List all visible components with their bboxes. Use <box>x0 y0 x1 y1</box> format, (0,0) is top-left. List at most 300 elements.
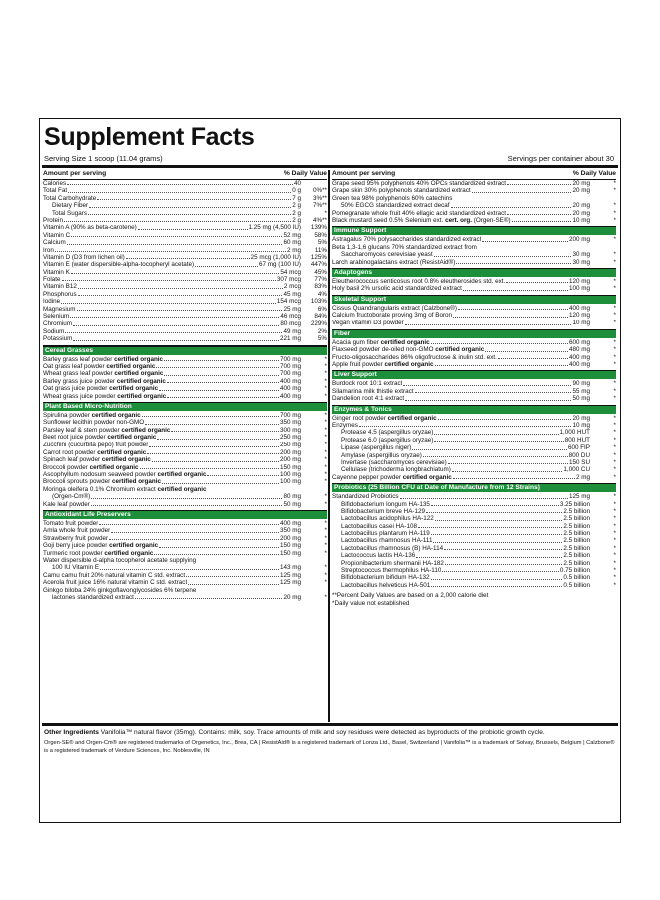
list-item <box>332 508 616 515</box>
nutrient-row <box>43 328 327 335</box>
nutrient-name: Protein <box>43 216 63 224</box>
plant-based-list <box>43 412 327 486</box>
item-amount: 2.5 billion <box>563 559 590 567</box>
item-name: Spinach leaf powder <box>43 456 101 464</box>
nutrient-row <box>43 187 327 194</box>
list-item <box>43 520 327 527</box>
moringa-row: (Orgen-Cm®) 80 mg * <box>52 493 327 501</box>
list-item <box>332 422 616 429</box>
nutrient-daily-value: 0%** <box>312 187 327 195</box>
nutrient-name: Vitamin D (D3 from lichen oil) <box>43 253 125 261</box>
item-daily-value: * <box>324 441 327 449</box>
dot-leader <box>91 505 283 506</box>
item-name: Beet root juice powder <box>43 434 106 442</box>
list-item <box>43 464 327 471</box>
item-amount: 2.5 billion <box>563 515 590 523</box>
dot-leader <box>359 426 572 427</box>
dot-leader <box>142 416 279 417</box>
item-daily-value: * <box>613 361 616 369</box>
item-daily-value: * <box>613 436 616 444</box>
item-name: Grape seed 95% polyphenols 40% OPCs standardized extract <box>332 180 506 187</box>
item-name: Lactobacillus rhamnosus (B) HA-114 <box>341 544 444 552</box>
nutrient-amount: 67 mg (100 IU) <box>259 261 301 269</box>
item-amount: 125 mg <box>279 571 301 579</box>
item-name: Zucchini (cucurbita pepo) fruit powder <box>43 441 149 449</box>
item-amount: 400 mg <box>279 377 301 385</box>
nutrient-daily-value: 2% <box>317 327 327 335</box>
list-item <box>332 474 616 481</box>
item-name: Lactococcus lactis HA-136 <box>341 552 416 560</box>
nutrient-name: Calcium <box>43 239 66 247</box>
dot-leader <box>88 214 291 215</box>
daily-value-label: % Daily Value <box>283 170 327 177</box>
item-name: Oat grass leaf powder <box>43 362 105 370</box>
list-item <box>332 523 616 530</box>
list-item <box>43 550 327 557</box>
item-amount: 1,000 CU <box>563 466 590 474</box>
item-name: Tomato fruit powder <box>43 520 99 528</box>
item-daily-value: * <box>613 500 616 508</box>
item-name: Goji berry juice powder <box>43 542 108 550</box>
item-daily-value: * <box>613 515 616 523</box>
item-name: Burdock root 10:1 extract <box>332 380 403 388</box>
list-item <box>43 542 327 549</box>
item-amount: 1,000 HUT <box>559 429 590 437</box>
item-amount: 50 mg <box>572 395 590 403</box>
nutrient-name: Phosphorus <box>43 290 77 298</box>
item-amount: 10 mg <box>572 422 590 429</box>
dot-leader <box>431 343 568 344</box>
item-daily-value: * <box>324 463 327 471</box>
adaptogens-list <box>332 278 616 293</box>
section-heading-antioxidant: Antioxidant Life Preservers <box>43 510 327 519</box>
dot-leader <box>435 365 568 366</box>
item-daily-value: * <box>324 471 327 479</box>
certified-organic-label: certified organic <box>402 473 452 481</box>
item-name: Barley grass leaf powder <box>43 355 113 363</box>
dot-leader <box>418 527 562 528</box>
left-column <box>43 170 327 601</box>
item-amount: 10 mg <box>572 319 590 327</box>
list-item <box>332 530 616 537</box>
list-item <box>332 187 616 194</box>
nutrient-daily-value: 84% <box>314 313 327 321</box>
skeletal-list <box>332 305 616 327</box>
dot-leader <box>99 524 279 525</box>
list-item <box>43 434 327 441</box>
nutrient-amount: 80 mcg <box>280 320 301 328</box>
item-amount: 400 mg <box>279 392 301 400</box>
list-item <box>332 305 616 312</box>
cayenne-row <box>332 474 616 481</box>
enzymes-list <box>332 415 616 430</box>
dot-leader <box>415 392 572 393</box>
antioxidant-list <box>43 520 327 557</box>
item-amount: 100 mg <box>279 471 301 479</box>
dot-leader <box>433 542 562 543</box>
item-name: Flaxseed powder de-oiled non-GMO <box>332 346 434 354</box>
footnote-daily-values: **Percent Daily Values are based on a 2,000 calorie diet <box>332 592 489 600</box>
nutrient-row <box>43 261 327 268</box>
dot-leader <box>167 382 279 383</box>
item-daily-value: * <box>613 473 616 481</box>
nutrient-amount: 7 g <box>292 194 301 202</box>
section-heading-fiber: Fiber <box>332 329 616 338</box>
item-daily-value: * <box>324 419 327 427</box>
nutrient-daily-value: 77% <box>314 276 327 284</box>
item-daily-value: * <box>324 478 327 486</box>
item-name: Dandelion root 4:1 extract <box>332 395 405 403</box>
dot-leader <box>458 309 568 310</box>
nutrient-daily-value: 6% <box>317 305 327 313</box>
dot-leader <box>78 295 283 296</box>
nutrient-daily-value: 447% <box>310 261 327 269</box>
item-name: Cellulase (trichoderma longbrachiatum) <box>341 466 451 474</box>
dot-leader <box>188 584 279 585</box>
item-daily-value: * <box>324 426 327 434</box>
nutrient-amount: 2 g <box>292 216 301 224</box>
antioxidant-list-2 <box>43 572 327 587</box>
dot-leader <box>67 184 293 185</box>
dot-leader <box>152 461 279 462</box>
section-heading-enzymes: Enzymes & Tonics <box>332 405 616 414</box>
item-amount: 2.5 billion <box>563 537 590 545</box>
item-amount: 150 mg <box>279 463 301 471</box>
item-name: Lipase (aspergillus niger) <box>341 444 412 452</box>
item-name: Lactobacillus rhamnosus HA-111 <box>341 537 433 545</box>
nutrient-amount: 25 mg <box>283 305 301 313</box>
dot-leader <box>126 258 250 259</box>
nutrient-row <box>43 276 327 283</box>
footnote-not-established: *Daily value not established <box>332 599 410 607</box>
extracts-list-2 <box>332 210 616 225</box>
servings-per-container: Servings per container about 30 <box>507 154 614 163</box>
list-item <box>43 393 327 400</box>
item-daily-value: * <box>613 422 616 429</box>
list-item <box>332 444 616 451</box>
dot-leader <box>167 397 279 398</box>
certified-organic-label: certified organic <box>435 346 485 354</box>
item-suffix: (Orgen-SE®) <box>472 216 511 224</box>
item-name: Lactobacillus plantarum HA-119 <box>341 530 430 538</box>
item-name: Wheat grass juice powder <box>43 392 116 400</box>
bottom-rule <box>42 723 618 726</box>
dot-leader <box>145 424 279 425</box>
nutrient-daily-value: 83% <box>314 283 327 291</box>
item-name: Silamarina milk thistle extract <box>332 387 414 395</box>
probiotics-total-row <box>332 493 616 500</box>
dot-leader <box>186 576 279 577</box>
other-ingredients-label: Other Ingredients <box>44 729 99 736</box>
nutrient-name: Sodium <box>43 327 65 335</box>
dot-leader <box>147 453 279 454</box>
item-name: Holy basil 2% ursolic acid standardized extract <box>332 285 462 293</box>
dot-leader <box>453 478 575 479</box>
dot-leader <box>68 192 291 193</box>
item-name: Carrot root powder <box>43 448 96 456</box>
list-item <box>43 471 327 478</box>
item-name: Strawberry fruit powder <box>43 534 109 542</box>
item-daily-value: * <box>613 574 616 582</box>
nutrient-daily-value: 4% <box>317 290 327 298</box>
right-column-header <box>332 170 616 180</box>
certified-organic-label: certified organic <box>117 392 167 400</box>
list-item <box>332 395 616 402</box>
item-amount: 400 mg <box>568 304 590 312</box>
item-daily-value: * <box>613 304 616 312</box>
item-name: Standardized Probiotics <box>332 493 399 501</box>
item-amount: 0.5 billion <box>563 574 590 582</box>
ginkgo-row: lactones standardized extract 20 mg * <box>52 593 327 601</box>
item-amount: 2.5 billion <box>563 552 590 560</box>
item-name: Turmeric root powder <box>43 549 103 557</box>
item-amount: 50 mg <box>283 500 301 508</box>
nutrient-list <box>43 180 327 343</box>
item-daily-value: * <box>324 520 327 528</box>
dot-leader <box>67 244 283 245</box>
list-item <box>332 574 616 581</box>
dot-leader <box>507 214 572 215</box>
nutrient-amount: 2 mg <box>287 246 301 254</box>
item-daily-value: * <box>613 346 616 354</box>
item-amount: 120 mg <box>568 312 590 320</box>
dot-leader <box>73 325 279 326</box>
list-item <box>43 572 327 579</box>
item-name: Amylase (aspergillus oryzae) <box>341 451 422 459</box>
list-item <box>332 217 616 224</box>
dot-leader <box>77 310 283 311</box>
dot-leader <box>426 512 562 513</box>
item-amount: 400 mg <box>279 385 301 393</box>
dot-leader <box>438 419 572 420</box>
dot-leader <box>162 483 279 484</box>
dot-leader <box>164 360 279 361</box>
nutrient-amount: 45 mg <box>283 290 301 298</box>
list-item <box>332 560 616 567</box>
list-item <box>332 582 616 589</box>
item-name: Broccoli sprouts powder <box>43 478 111 486</box>
item-amount: 700 mg <box>279 355 301 363</box>
item-daily-value: * <box>613 429 616 437</box>
item-amount: 200 mg <box>279 448 301 456</box>
item-name: Barley grass juice powder <box>43 377 116 385</box>
item-daily-value: * <box>613 414 616 422</box>
item-name: Spirulina powder <box>43 411 90 419</box>
list-item <box>332 415 616 422</box>
nutrient-amount: 54 mcg <box>280 268 301 276</box>
daily-value-label: % Daily Value <box>572 170 616 177</box>
dot-leader <box>445 564 562 565</box>
dot-leader <box>111 532 279 533</box>
item-name: Camu camu fruit 20% natural vitamin C std. extract <box>43 571 186 579</box>
item-daily-value: * <box>613 507 616 515</box>
section-heading-plant-based: Plant Based Micro-Nutrition <box>43 402 327 411</box>
dot-leader <box>138 229 248 230</box>
dot-leader <box>435 520 563 521</box>
item-amount: 2.5 billion <box>563 544 590 552</box>
item-name: Parsley leaf & stem powder <box>43 426 120 434</box>
list-item <box>332 552 616 559</box>
list-item <box>332 466 616 473</box>
nutrient-row <box>43 335 327 342</box>
nutrient-daily-value: 229% <box>310 320 327 328</box>
list-item <box>332 354 616 361</box>
dot-leader <box>65 332 282 333</box>
item-amount: 400 mg <box>568 353 590 361</box>
dot-leader <box>434 434 558 435</box>
serving-size: Serving Size 1 scoop (11.04 grams) <box>44 154 163 163</box>
item-daily-value: * <box>613 559 616 567</box>
probiotic-strains-list <box>332 501 616 590</box>
nutrient-name: Calories <box>43 180 67 187</box>
certified-organic-label: cert. org. <box>445 216 473 224</box>
item-daily-value: * <box>324 448 327 456</box>
item-daily-value: * <box>613 451 616 459</box>
beta-glucan-row: Saccharomyces cerevisiae yeast 30 mg * <box>341 251 616 259</box>
nutrient-name: Chromium <box>43 320 73 328</box>
item-name: Bifidobacterium breve HA-129 <box>341 507 425 515</box>
certified-organic-label: certified organic <box>106 362 156 370</box>
list-item <box>332 429 616 436</box>
certified-organic-label: certified organic <box>387 414 437 422</box>
nutrient-name: Iron <box>43 246 54 254</box>
nutrient-daily-value: 58% <box>314 231 327 239</box>
dot-leader <box>89 207 291 208</box>
nutrient-daily-value: * <box>324 209 327 217</box>
item-amount: 250 mg <box>279 434 301 442</box>
nutrient-daily-value: 7%** <box>312 202 327 210</box>
item-amount: 100 mg <box>568 285 590 293</box>
certified-organic-label: certified organic <box>104 549 154 557</box>
nutrient-name: Vitamin C <box>43 231 71 239</box>
nutrient-name: Total Sugars <box>52 209 88 217</box>
item-daily-value: * <box>613 285 616 293</box>
item-daily-value: * <box>613 380 616 388</box>
dot-leader <box>405 324 572 325</box>
certified-organic-label: certified organic <box>91 411 141 419</box>
cereal-grasses-list <box>43 356 327 400</box>
item-daily-value: * <box>324 392 327 400</box>
item-name: Sunflower lecithin powder non-GMO <box>43 419 145 427</box>
dot-leader <box>55 251 286 252</box>
column-divider <box>328 170 330 722</box>
item-amount: 125 mg <box>568 493 590 501</box>
item-daily-value: * <box>613 493 616 501</box>
liver-list <box>332 380 616 402</box>
item-name: Apple fruit powder <box>332 361 383 369</box>
dot-leader <box>444 549 562 550</box>
item-name: Kale leaf powder <box>43 500 90 508</box>
item-amount: 55 mg <box>572 387 590 395</box>
item-name: Ascophyllum nodosum seaweed powder <box>43 471 156 479</box>
item-name: Black mustard seed 0.5% Selenium ext. <box>332 216 444 224</box>
list-item <box>43 527 327 534</box>
nutrient-name: Vitamin E (water dispersible-alpha-tocopheryl acetate) <box>43 261 195 269</box>
list-item <box>332 545 616 552</box>
item-amount: 200 mg <box>279 534 301 542</box>
nutrient-name: Vitamin B12 <box>43 283 77 291</box>
list-item <box>332 285 616 292</box>
nutrient-row <box>43 283 327 290</box>
dot-leader <box>157 439 279 440</box>
item-name: Cissus Quandrangularis extract (Calzbone®) <box>332 304 458 312</box>
item-name: Grape skin 30% polyphenols standardized extract <box>332 187 471 195</box>
list-item <box>332 180 616 187</box>
list-item <box>332 346 616 353</box>
dot-leader <box>400 498 568 499</box>
list-item <box>332 361 616 368</box>
item-name: Pomegranate whole fruit 40% ellagic acid standardized extract <box>332 209 506 217</box>
item-daily-value: * <box>613 537 616 545</box>
list-item <box>43 412 327 419</box>
item-daily-value: * <box>324 385 327 393</box>
list-item <box>43 478 327 485</box>
certified-organic-label: certified organic <box>101 456 151 464</box>
top-rule <box>42 165 618 168</box>
list-item <box>332 537 616 544</box>
nutrient-name: Dietary Fiber <box>52 202 89 210</box>
nutrient-name: Vitamin K <box>43 268 70 276</box>
dot-leader <box>423 456 568 457</box>
item-amount: 0.5 billion <box>563 581 590 589</box>
item-amount: 20 mg <box>572 414 590 422</box>
certified-organic-label: certified organic <box>384 361 434 369</box>
supplement-facts-panel <box>39 118 621 823</box>
item-amount: 150 mg <box>279 542 301 550</box>
item-amount: 20 mg <box>572 209 590 217</box>
dot-leader <box>431 586 562 587</box>
nutrient-amount: 2 g <box>292 202 301 210</box>
nutrient-daily-value: 5% <box>317 335 327 343</box>
item-daily-value: * <box>613 544 616 552</box>
item-amount: 800 DU <box>568 451 590 459</box>
list-item <box>332 567 616 574</box>
item-amount: 300 mg <box>279 426 301 434</box>
list-item <box>332 320 616 327</box>
item-name: Enzymes <box>332 422 358 429</box>
dot-leader <box>159 547 279 548</box>
item-amount: 2.5 billion <box>563 507 590 515</box>
nutrient-row <box>43 247 327 254</box>
nutrient-daily-value: 103% <box>310 298 327 306</box>
item-daily-value: * <box>613 338 616 346</box>
list-item <box>43 378 327 385</box>
item-daily-value: * <box>613 319 616 327</box>
dot-leader <box>498 358 568 359</box>
item-daily-value: * <box>613 180 616 187</box>
item-amount: 400 mg <box>568 361 590 369</box>
list-item <box>332 459 616 466</box>
section-heading-probiotics: Probiotics (25 Billion CFU at Date of Manufacture from 12 Strains) <box>332 483 616 492</box>
nutrient-row <box>43 269 327 276</box>
dot-leader <box>431 579 563 580</box>
item-amount: 10 mg <box>572 216 590 224</box>
item-amount: 120 mg <box>568 277 590 285</box>
item-name: Streptococcus thermophilus HA-110 <box>341 567 442 575</box>
item-amount: 200 mg <box>279 456 301 464</box>
item-name: Vegan vitamin D3 powder <box>332 319 404 327</box>
item-name: Fructo-oligosaccharides 86% oligofructose & inulin std. ext. <box>332 353 497 361</box>
dot-leader <box>448 463 568 464</box>
item-daily-value: * <box>613 216 616 224</box>
dot-leader <box>64 221 291 222</box>
dot-leader <box>73 340 279 341</box>
item-amount: 2.5 billion <box>563 522 590 530</box>
item-name: Ginger root powder <box>332 414 386 422</box>
dot-leader <box>164 375 279 376</box>
moringa-line: Moringa oleifera 0.1% Chromium extract certified organic <box>43 485 207 493</box>
list-item <box>43 427 327 434</box>
